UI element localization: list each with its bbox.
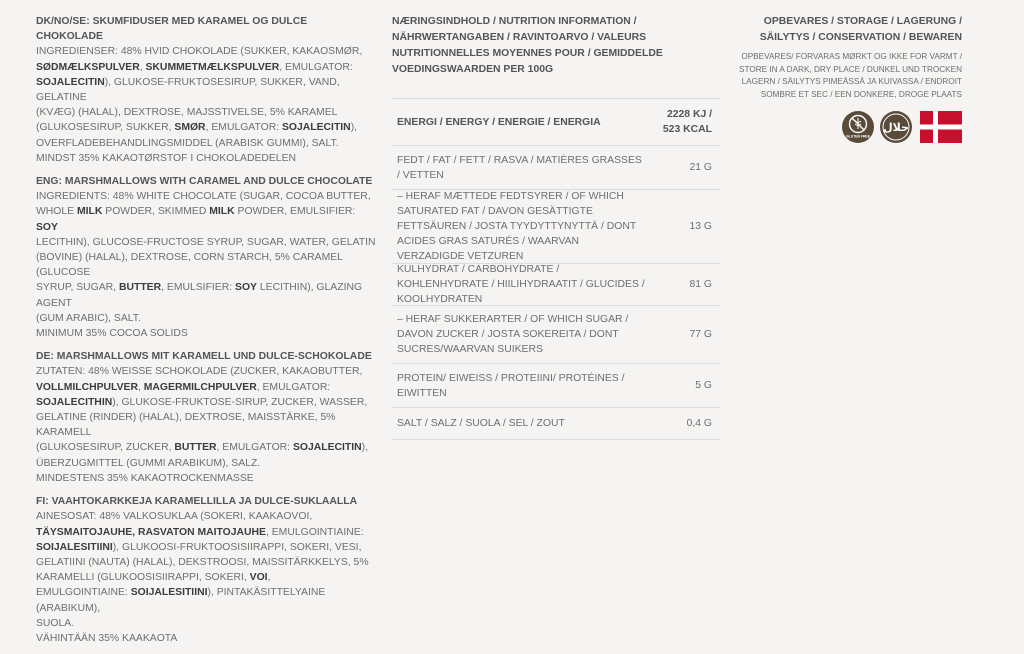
ingredient-text: ), xyxy=(350,122,358,134)
gluten-free-icon xyxy=(841,110,875,144)
ingredient-line xyxy=(36,204,376,234)
ingredient-text: POWDER, EMULSIFIER: xyxy=(234,206,356,218)
nutrition-label: ENERGI / ENERGY / ENERGIE / ENERGIA xyxy=(397,116,601,128)
ingredient-text: GELATINE (RINDER) (HALAL), DEXTROSE, MAISSTÄRKE, 5% KARAMELL xyxy=(36,412,336,439)
ingredient-text: , xyxy=(267,572,271,584)
allergen-text: SOJALECITIN xyxy=(281,122,351,134)
ingredient-line xyxy=(36,44,376,59)
ingredient-text: , xyxy=(137,381,144,393)
ingredient-line xyxy=(36,326,376,341)
ingredient-text: AINESOSAT: 48% VALKOSUKLAA (SOKERI, KAAKAOVOI, xyxy=(36,511,313,523)
nutrition-value: 21 G xyxy=(689,162,712,173)
allergen-text: SØDMÆLKSPULVER xyxy=(36,61,140,73)
ingredient-text: ), PINTAKÄSITTELYAINE (ARABIKUM), xyxy=(36,587,326,614)
nutrition-value: 2228 KJ / 523 KCAL xyxy=(662,109,712,135)
allergen-text: SOIJALESITIINI xyxy=(36,541,113,553)
nutrition-label: – HERAF SUKKERARTER / OF WHICH SUGAR / DAVON ZUCKER / JOSTA SOKEREITA / DONT SUCRES/WAARVAN SUIKERS xyxy=(397,314,629,355)
nutrition-label: PROTEIN/ EIWEISS / PROTEIINI/ PROTÉINES / EIWITTEN xyxy=(397,372,625,399)
ingredient-line xyxy=(36,136,376,151)
ingredient-text: (GUM ARABIC), SALT. xyxy=(36,312,141,324)
nutrition-row xyxy=(392,264,720,306)
allergen-text: SOY xyxy=(36,221,58,233)
ingredient-text: INGREDIENTS: 48% WHITE CHOCOLATE (SUGAR, COCOA BUTTER, xyxy=(36,191,371,203)
gluten-free-badge-text: GLUTEN FREE xyxy=(846,134,870,139)
ingredient-text: WHOLE xyxy=(36,206,77,218)
ingredient-text: EMULGOINTIAINE: xyxy=(36,587,131,599)
ingredient-text: MINIMUM 35% COCOA SOLIDS xyxy=(36,328,188,340)
ingredient-text: ZUTATEN: 48% WEISSE SCHOKOLADE (ZUCKER, KAKAOBUTTER, xyxy=(36,366,363,378)
ingredient-section xyxy=(36,349,376,486)
ingredient-section-title: ENG: MARSHMALLOWS WITH CARAMEL AND DULCE CHOCOLATE xyxy=(36,176,373,188)
ingredient-line xyxy=(36,525,376,540)
allergen-text: MILK xyxy=(77,206,103,218)
nutrition-value: 81 G xyxy=(689,279,712,290)
ingredient-line xyxy=(36,440,376,455)
allergen-text: VOI xyxy=(249,572,268,584)
ingredient-line xyxy=(36,235,376,250)
allergen-text: SOIJALESITIINI xyxy=(130,587,208,599)
ingredient-text: LECITHIN), GLUCOSE-FRUCTOSE SYRUP, SUGAR, WATER, GELATIN xyxy=(36,236,376,248)
nutrition-row xyxy=(392,306,720,364)
ingredient-text: , EMULGATOR: xyxy=(216,442,293,454)
halal-icon xyxy=(879,110,913,144)
ingredient-text: OVERFLADEBEHANDLINGSMIDDEL (ARABISK GUMMI), SALT. xyxy=(36,137,339,149)
ingredient-line xyxy=(36,509,376,524)
ingredient-text: ), xyxy=(361,442,368,454)
ingredient-text: GELATIINI (NAUTA) (HALAL), DEKSTROOSI, MAISSITÄRKKELYS, 5% xyxy=(36,556,369,568)
ingredient-line xyxy=(36,585,376,615)
ingredient-text: ÜBERZUGMITTEL (GUMMI ARABIKUM), SALZ. xyxy=(36,457,261,469)
nutrition-row xyxy=(392,408,720,440)
allergen-text: SOJALECITHIN xyxy=(36,396,113,408)
nutrition-row xyxy=(392,98,720,146)
nutrition-table xyxy=(392,98,720,440)
allergen-text: SOJALECITIN xyxy=(36,76,105,88)
allergen-text: SOY xyxy=(235,282,257,294)
ingredient-section xyxy=(36,14,376,166)
ingredient-text: , EMULSIFIER: xyxy=(161,282,236,294)
ingredient-line xyxy=(36,151,376,166)
ingredient-section xyxy=(36,494,376,646)
nutrition-value: 5 G xyxy=(695,380,712,391)
ingredient-line xyxy=(36,311,376,326)
ingredient-text: (KVÆG) (HALAL), DEXTROSE, MAJSSTIVELSE, 5% KARAMEL xyxy=(36,107,338,119)
allergen-text: BUTTER xyxy=(174,442,217,454)
nutrition-value: 13 G xyxy=(689,221,712,232)
ingredient-text: , EMULGOINTIAINE: xyxy=(265,526,364,538)
nutrition-label: FEDT / FAT / FETT / RASVA / MATIÈRES GRASSES / VETTEN xyxy=(397,154,642,181)
allergen-text: SOJALECITIN xyxy=(292,442,362,454)
ingredient-text: SUOLA. xyxy=(36,617,75,629)
ingredient-line xyxy=(36,631,376,646)
nutrition-column xyxy=(392,14,720,440)
halal-badge-text: حلال xyxy=(883,121,909,135)
ingredient-line xyxy=(36,410,376,440)
nutrition-row xyxy=(392,364,720,408)
allergen-text: TÄYSMAITOJAUHE, RASVATON MAITOJAUHE xyxy=(36,526,266,538)
nutrition-header: NÆRINGSINDHOLD / NUTRITION INFORMATION / NÄHRWERTANGABEN / RAVINTOARVO / VALEURS NUTRITIONNELLES MOYENNES POUR / GEMIDDELDE VOEDINGSWAARDEN PER 100G xyxy=(392,16,663,75)
ingredient-text: (GLUKOSESIRUP, SUKKER, xyxy=(36,122,175,134)
ingredient-text: LECITHIN), GLAZING AGENT xyxy=(36,282,363,309)
ingredient-text: (GLUKOSESIRUP, ZUCKER, xyxy=(36,442,175,454)
ingredient-line xyxy=(36,280,376,310)
storage-text: OPBEVARES/ FORVARAS MØRKT OG IKKE FOR VARMT / STORE IN A DARK, DRY PLACE / DUNKEL UND TROCKEN LAGERN / SÄILYTYS PIMEÄSSÄ JA KUIVASSA / ENDROIT SOMBRE ET SEC / EEN DONKERE, DROGE PLAATS xyxy=(739,52,962,99)
ingredient-text: KARAMELLI (GLUKOOSISIIRAPPI, SOKERI, xyxy=(36,572,250,584)
ingredient-text: ), GLUKOOSI-FRUKTOOSISIIRAPPI, SOKERI, VESI, xyxy=(112,541,362,553)
nutrition-label: – HERAF MÆTTEDE FEDTSYRER / OF WHICH SATURATED FAT / DAVON GESÄTTIGTE FETTSÄUREN / JOSTA TYYDYTTYNYTTÄ / DONT ACIDES GRAS SATURÉS / WAARVAN VERZADIGDE VETZUREN xyxy=(397,191,637,262)
ingredient-line xyxy=(36,456,376,471)
ingredient-line xyxy=(36,380,376,395)
ingredient-section xyxy=(36,174,376,341)
allergen-text: VOLLMILCHPULVER xyxy=(36,381,138,393)
allergen-text: SKUMMETMÆLKSPULVER xyxy=(145,61,280,73)
certification-badges xyxy=(732,110,962,144)
ingredient-line xyxy=(36,120,376,135)
ingredient-text: POWDER, SKIMMED xyxy=(102,206,210,218)
ingredient-text: MINDESTENS 35% KAKAOTROCKENMASSE xyxy=(36,472,254,484)
allergen-text: MAGERMILCHPULVER xyxy=(143,381,257,393)
nutrition-label: KULHYDRAT / CARBOHYDRATE / KOHLENHYDRATE / HIILIHYDRAATIT / GLUCIDES / KOOLHYDRATEN xyxy=(397,264,645,305)
nutrition-row xyxy=(392,190,720,264)
ingredient-text: (BOVINE) (HALAL), DEXTROSE, CORN STARCH, 5% CARAMEL (GLUCOSE xyxy=(36,252,343,279)
ingredient-text: , EMULGATOR: xyxy=(205,122,282,134)
ingredient-section-title: FI: VAAHTOKARKKEJA KARAMELLILLA JA DULCE-SUKLAALLA xyxy=(36,496,358,508)
ingredient-line xyxy=(36,60,376,75)
ingredients-column xyxy=(36,14,376,654)
ingredient-line xyxy=(36,471,376,486)
ingredient-section-title: DK/NO/SE: SKUMFIDUSER MED KARAMEL OG DULCE CHOKOLADE xyxy=(36,16,308,43)
ingredient-line xyxy=(36,364,376,379)
ingredient-line xyxy=(36,189,376,204)
denmark-flag-icon xyxy=(920,111,962,143)
allergen-text: SMØR xyxy=(174,122,206,134)
ingredient-text: ), GLUKOSE-FRUKTOSE-SIRUP, ZUCKER, WASSER, xyxy=(112,396,368,408)
ingredient-line xyxy=(36,250,376,280)
ingredient-text: , EMULGATOR: xyxy=(256,381,331,393)
ingredient-line xyxy=(36,540,376,555)
ingredient-text: , xyxy=(139,61,146,73)
ingredient-text: VÄHINTÄÄN 35% KAAKAOTA xyxy=(36,632,178,644)
ingredient-line xyxy=(36,570,376,585)
nutrition-row xyxy=(392,146,720,190)
ingredient-text: ), GLUKOSE-FRUKTOSESIRUP, SUKKER, VAND, GELATINE xyxy=(36,76,340,104)
ingredient-text: , EMULGATOR: xyxy=(279,61,353,73)
nutrition-label: SALT / SALZ / SUOLA / SEL / ZOUT xyxy=(397,418,565,429)
allergen-text: MILK xyxy=(209,206,235,218)
ingredient-line xyxy=(36,75,376,105)
ingredient-text: INGREDIENSER: 48% HVID CHOKOLADE (SUKKER, KAKAOSMØR, xyxy=(36,46,363,58)
ingredient-line xyxy=(36,105,376,120)
nutrition-value: 0,4 G xyxy=(686,418,712,429)
storage-column xyxy=(732,14,962,144)
ingredient-line xyxy=(36,395,376,410)
ingredient-section-title: DE: MARSHMALLOWS MIT KARAMELL UND DULCE-SCHOKOLADE xyxy=(36,351,372,363)
ingredient-text: MINDST 35% KAKAOTØRSTOF I CHOKOLADEDELEN xyxy=(36,152,297,164)
nutrition-value: 77 G xyxy=(689,329,712,340)
allergen-text: BUTTER xyxy=(118,282,162,294)
ingredient-line xyxy=(36,616,376,631)
ingredient-text: SYRUP, SUGAR, xyxy=(36,282,119,294)
storage-title: OPBEVARES / STORAGE / LAGERUNG / SÄILYTYS / CONSERVATION / BEWAREN xyxy=(759,16,962,43)
